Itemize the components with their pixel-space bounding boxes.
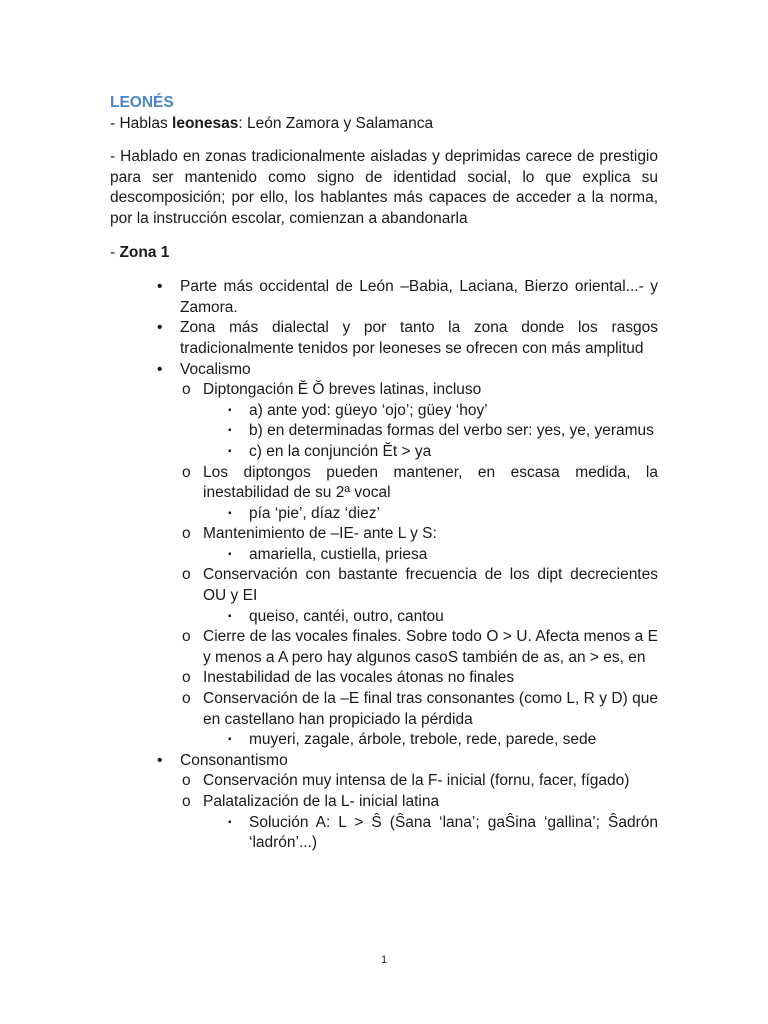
sub-list (180, 771, 658, 853)
bullet-marker: ▪ (228, 445, 232, 457)
sub-list-item-text: Los diptongos pueden mantener, en escasa medida, la inestabilidad de su 2ª vocal (203, 463, 658, 502)
list-item-text: Parte más occidental de León –Babia, Laciana, Bierzo oriental...- y Zamora. (180, 278, 658, 316)
sub-list-item (180, 627, 658, 668)
sub-sub-list-item (203, 421, 658, 442)
sub-sub-list-item-text: muyeri, zagale, árbole, trebole, rede, parede, sede (249, 731, 597, 749)
bullet-marker: o (182, 690, 191, 708)
sub-sub-list (203, 401, 658, 463)
sub-list-item (180, 771, 658, 792)
section-title: LEONÉS (110, 94, 174, 111)
sub-list-item (180, 524, 658, 565)
sub-sub-list-item (203, 504, 658, 525)
bullet-marker: • (157, 319, 163, 337)
sub-sub-list-item-text: amariella, custiella, priesa (249, 545, 428, 563)
list-item-consonantismo (110, 751, 658, 854)
sub-list-item-text: Inestabilidad de las vocales átonas no finales (203, 669, 515, 687)
bullet-marker: o (182, 566, 191, 584)
bullet-marker: ▪ (228, 507, 232, 519)
sub-list (180, 380, 658, 751)
sub-list-item (180, 689, 658, 751)
list-item-vocalismo (110, 360, 658, 751)
bullet-marker: o (182, 793, 191, 810)
sub-list-item-text: Cierre de las vocales finales. Sobre todo O > U. Afecta menos a E y menos a A pero hay algunos casoS también de as, an > es, en (203, 628, 658, 666)
document-body (110, 93, 658, 854)
sub-sub-list-item (203, 607, 658, 628)
sub-sub-list-item (203, 813, 658, 854)
bullet-marker: ▪ (228, 734, 232, 746)
sub-sub-list (203, 504, 658, 525)
bullet-list (110, 277, 658, 854)
sub-list-item (180, 565, 658, 627)
bullet-marker: o (182, 381, 191, 399)
bullet-marker: o (182, 669, 191, 687)
sub-sub-list-item (203, 730, 658, 751)
sub-list-item-text: Conservación con bastante frecuencia de los dipt decrecientes OU y EI (203, 566, 658, 605)
sub-sub-list-item-text: Solución A: L > Ŝ (Ŝana ‘lana’; gaŜina ‘gallina’; Ŝadrón ‘ladrón’...) (249, 813, 658, 852)
bullet-marker: o (182, 525, 191, 543)
bullet-marker: ▪ (228, 548, 232, 560)
sub-list-item-text: Diptongación Ĕ Ŏ breves latinas, incluso (203, 381, 482, 399)
sub-list-item-text: Mantenimiento de –IE- ante L y S: (203, 525, 437, 543)
sub-list-item-text: Conservación de la –E final tras consonantes (como L, R y D) que en castellano han propiciado la pérdida (203, 690, 658, 728)
sub-list-item-text: Conservación muy intensa de la F- inicial (fornu, facer, fígado) (203, 772, 630, 790)
list-item-text: Zona más dialectal y por tanto la zona donde los rasgos tradicionalmente tenidos por leoneses se ofrecen con más amplitud (180, 319, 658, 357)
sub-list-item (180, 668, 658, 689)
zona-label: Zona 1 (119, 243, 170, 261)
sub-sub-list-item (203, 545, 658, 566)
list-item (110, 318, 658, 359)
sub-sub-list-item-text: c) en la conjunción Ĕt > ya (249, 442, 432, 460)
bullet-marker: ▪ (228, 404, 232, 416)
sub-list-item (180, 463, 658, 525)
bullet-marker: • (157, 360, 163, 378)
bullet-marker: ▪ (228, 425, 232, 437)
sub-sub-list-item-text: queiso, cantéi, outro, cantou (249, 607, 444, 625)
sub-sub-list-item-text: a) ante yod: güeyo ‘ojo’; güey ‘hoy’ (249, 401, 488, 419)
sub-list-item (180, 792, 658, 854)
sub-sub-list (203, 730, 658, 751)
hablas-bold: leonesas (172, 114, 239, 132)
list-item-text: Consonantismo (180, 751, 288, 769)
intro-paragraph: - Hablado en zonas tradicionalmente aisladas y deprimidas carece de prestigio para ser mantenido como signo de identidad social, lo que explica su descomposición; por ello, los hablantes más capaces de acceder a la norma, por la instrucción escolar, comienzan a abandonarla (110, 148, 658, 227)
sub-sub-list-item-text: b) en determinadas formas del verbo ser: yes, ye, yeramus (249, 422, 654, 440)
sub-sub-list-item (203, 442, 658, 463)
list-item-text: Vocalismo (180, 360, 251, 378)
hablas-prefix: - Hablas (110, 114, 173, 132)
page-number: 1 (380, 954, 388, 966)
bullet-marker: o (182, 772, 191, 790)
list-item (110, 277, 658, 318)
hablas-suffix: : León Zamora y Salamanca (238, 114, 434, 132)
bullet-marker: ▪ (228, 816, 232, 828)
sub-sub-list-item (203, 401, 658, 422)
bullet-marker: o (182, 628, 191, 646)
bullet-marker: ▪ (228, 610, 232, 622)
sub-sub-list (203, 607, 658, 628)
sub-sub-list (203, 545, 658, 566)
bullet-marker: • (157, 278, 163, 296)
zona-prefix: - (110, 243, 120, 261)
sub-list-item-text: Palatalización de la L- inicial latina (203, 793, 440, 810)
sub-sub-list (203, 813, 658, 854)
bullet-marker: o (182, 463, 191, 481)
sub-list-item (180, 380, 658, 462)
hablas-line (110, 114, 658, 135)
bullet-marker: • (157, 751, 163, 769)
sub-sub-list-item-text: pía ‘pie’, díaz ‘diez’ (249, 504, 380, 522)
zona-heading (110, 243, 658, 264)
